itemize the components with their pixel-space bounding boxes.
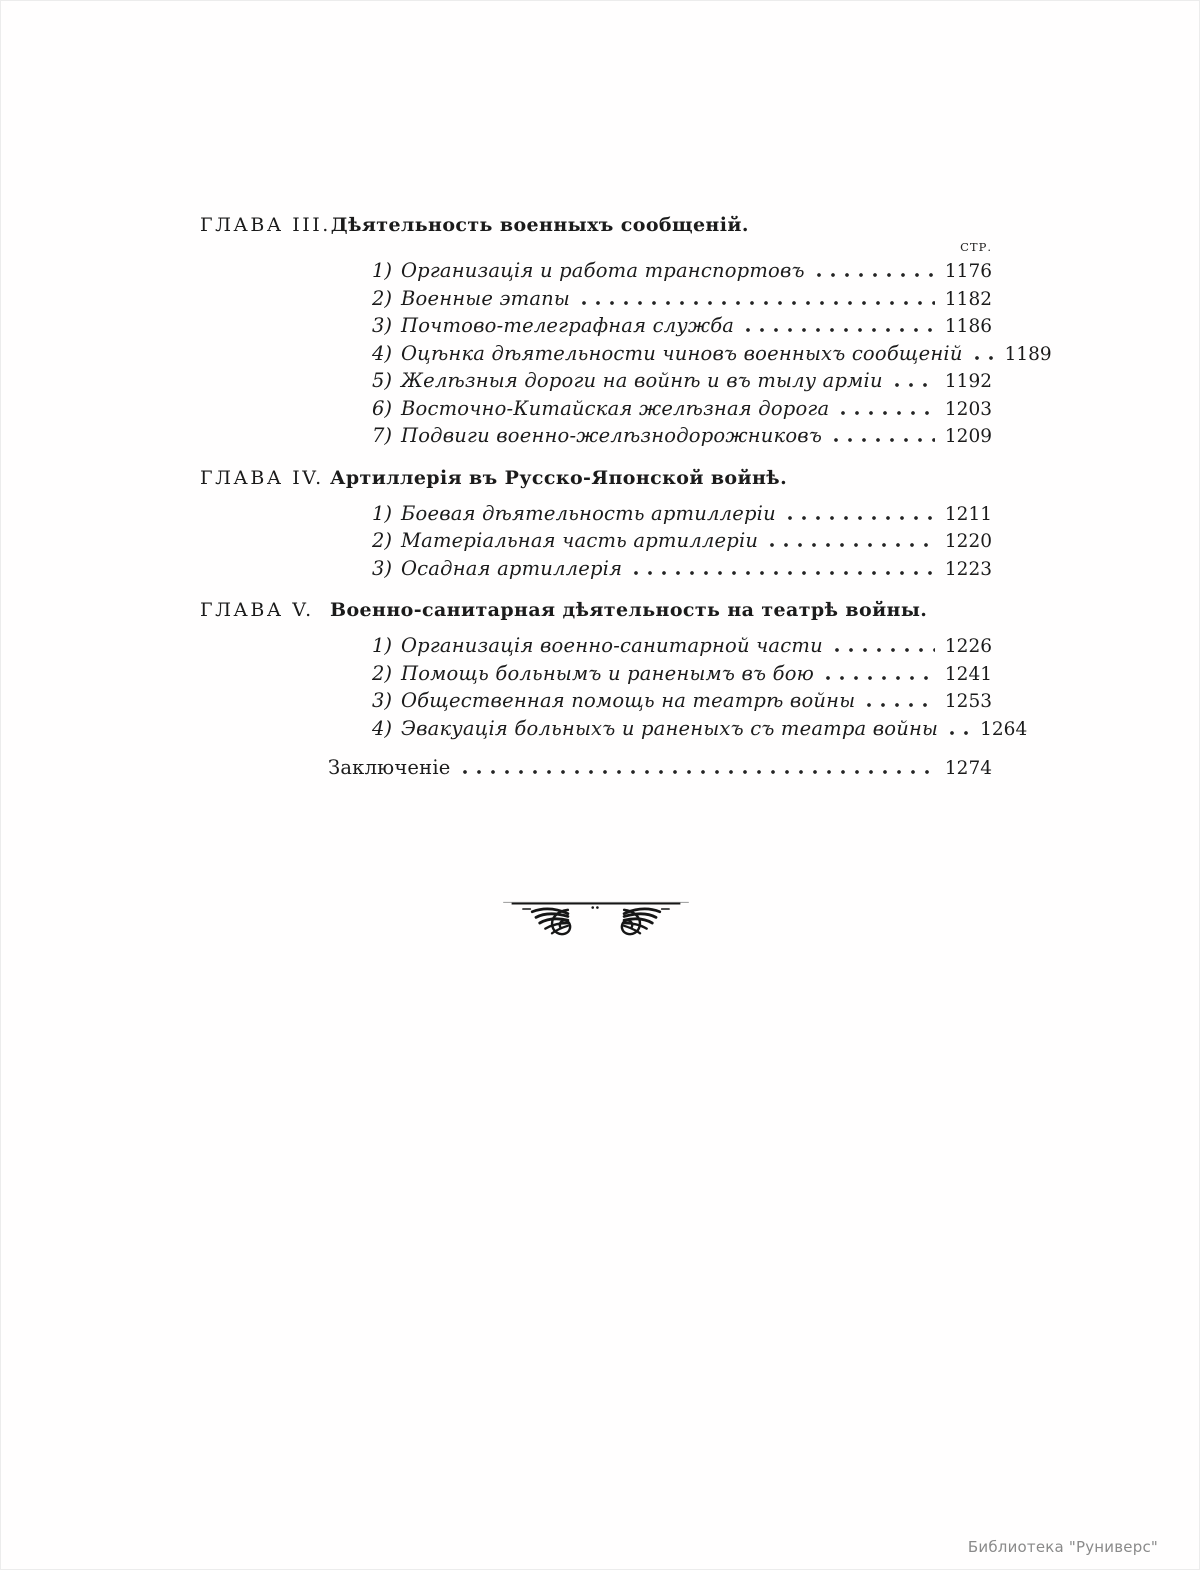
item-page: 1176	[944, 261, 992, 282]
conclusion-page: 1274	[944, 758, 992, 779]
dot-leader	[788, 516, 935, 520]
toc-row	[200, 368, 992, 396]
toc-row	[200, 423, 992, 451]
item-title: Подвиги военно-желѣзнодорожниковъ	[401, 424, 823, 447]
dot-leader	[895, 383, 935, 387]
chapter-title: Артиллерія въ Русско-Японской войнѣ.	[330, 466, 788, 489]
item-page: 1226	[944, 636, 992, 657]
item-number: 1)	[371, 501, 392, 525]
item-number: 1)	[371, 259, 392, 282]
item-title: Почтово-телеграфная служба	[401, 314, 735, 337]
chapter-title: Дѣятельность военныхъ сообщеній.	[330, 214, 749, 236]
item-page: 1223	[944, 558, 992, 580]
item-page: 1182	[944, 288, 992, 310]
item-page: 1211	[944, 503, 992, 525]
item-number: 6)	[371, 396, 392, 420]
item-title: Оцѣнка дѣятельности чиновъ военныхъ сообщеній	[401, 341, 963, 365]
toc-row	[200, 688, 992, 716]
item-page: 1264	[980, 718, 1028, 740]
dot-leader	[950, 731, 970, 735]
item-title: Желѣзныя дороги на войнѣ и въ тылу арміи	[401, 369, 883, 392]
item-title: Боевая дѣятельность артиллеріи	[401, 501, 776, 525]
chapter-title: Военно-санитарная дѣятельность на театрѣ войны.	[330, 599, 928, 621]
table-of-contents	[200, 0, 1052, 938]
item-number: 7)	[371, 424, 392, 447]
item-title: Матеріальная часть артиллеріи	[401, 529, 759, 552]
page-column-header: СТР.	[960, 240, 992, 254]
toc-row	[200, 313, 992, 341]
dot-leader	[634, 571, 935, 575]
item-title: Помощь больнымъ и раненымъ въ бою	[401, 661, 815, 685]
toc-row	[200, 341, 1052, 369]
item-page: 1186	[944, 316, 992, 337]
ornament-divider-icon	[501, 893, 691, 938]
item-title: Организація и работа транспортовъ	[401, 259, 805, 282]
dot-leader	[463, 770, 935, 774]
conclusion-row	[200, 755, 992, 783]
toc-row	[200, 661, 992, 689]
toc-row	[200, 528, 992, 556]
item-title: Эвакуація больныхъ и раненыхъ съ театра войны	[401, 716, 939, 740]
toc-row	[200, 286, 992, 314]
conclusion-title: Заключеніе	[328, 756, 451, 779]
chapter-label: ГЛАВА III.	[200, 214, 331, 236]
dot-leader	[817, 273, 935, 277]
chapter-label: ГЛАВА V.	[200, 599, 314, 621]
item-number: 3)	[371, 689, 392, 712]
chapter-heading	[200, 465, 992, 491]
item-page: 1220	[944, 531, 992, 552]
item-number: 5)	[371, 369, 392, 392]
dot-leader	[867, 703, 935, 707]
dot-leader	[582, 301, 935, 305]
toc-row	[200, 258, 992, 286]
chapter-items	[200, 258, 1052, 451]
item-title: Военные этапы	[401, 286, 570, 310]
toc-row	[200, 556, 992, 584]
dot-leader	[841, 411, 935, 415]
chapter-label: ГЛАВА IV.	[200, 466, 324, 489]
toc-row	[200, 716, 1028, 744]
item-page: 1209	[944, 426, 992, 447]
item-number: 2)	[371, 286, 392, 310]
item-number: 3)	[371, 314, 392, 337]
item-title: Общественная помощь на театрѣ войны	[401, 689, 856, 712]
item-number: 2)	[371, 661, 392, 685]
item-title: Осадная артиллерія	[401, 556, 623, 580]
dot-leader	[834, 438, 935, 442]
chapter-items	[200, 633, 1028, 743]
item-page: 1189	[1004, 343, 1052, 365]
item-number: 3)	[371, 556, 392, 580]
chapter-items	[200, 501, 992, 584]
item-number: 4)	[371, 716, 392, 740]
dot-leader	[826, 676, 935, 680]
item-page: 1253	[944, 691, 992, 712]
toc-row	[200, 501, 992, 529]
dot-leader	[770, 543, 935, 547]
item-page: 1192	[944, 371, 992, 392]
item-page: 1241	[944, 663, 992, 685]
item-title: Организація военно-санитарной части	[401, 634, 823, 657]
toc-row	[200, 396, 992, 424]
chapter-heading	[200, 597, 992, 623]
item-page: 1203	[944, 398, 992, 420]
item-number: 2)	[371, 529, 392, 552]
item-title: Восточно-Китайская желѣзная дорога	[401, 396, 830, 420]
watermark-library-label: Библиотека "Руниверс"	[967, 1538, 1158, 1556]
item-number: 1)	[371, 634, 392, 657]
chapter-heading	[200, 212, 992, 238]
dot-leader	[835, 648, 935, 652]
toc-row	[200, 633, 992, 661]
dot-leader	[746, 328, 935, 332]
dot-leader	[975, 356, 995, 360]
item-number: 4)	[371, 341, 392, 365]
